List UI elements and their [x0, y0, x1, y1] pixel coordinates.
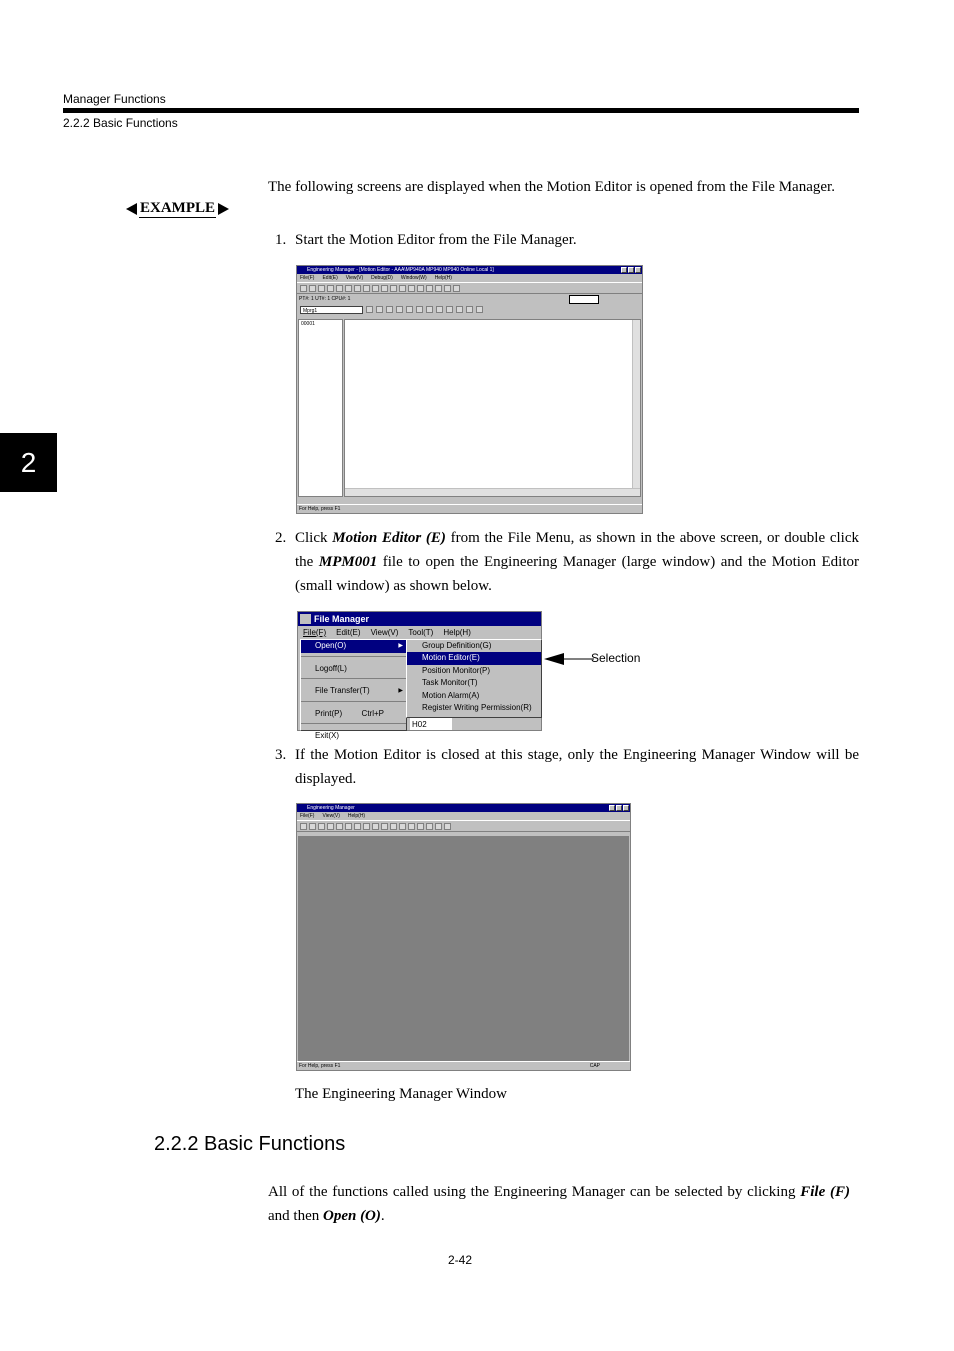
- fm-titlebar: [298, 612, 541, 626]
- submenu-item-register-writing[interactable]: Register Writing Permission(R): [422, 702, 532, 712]
- tool-icon[interactable]: [399, 823, 406, 830]
- tool-icon[interactable]: [426, 823, 433, 830]
- tool-icon[interactable]: [408, 823, 415, 830]
- running-header-section: 2.2.2 Basic Functions: [63, 116, 178, 130]
- window-buttons: [609, 805, 629, 811]
- left-triangle-icon: [126, 203, 137, 215]
- tool-icon[interactable]: [416, 306, 423, 313]
- final-mid: and then: [268, 1208, 323, 1224]
- open-icon[interactable]: [309, 823, 316, 830]
- screen1-title: Engineering Manager - [Motion Editor - AAA\MP940A MP940 MP940 Online Local 1]: [307, 267, 494, 273]
- menu-file[interactable]: File(F): [300, 275, 315, 281]
- tool-icon[interactable]: [372, 823, 379, 830]
- selection-callout: Selection: [591, 651, 641, 665]
- figure-caption: The Engineering Manager Window: [295, 1086, 507, 1102]
- example-text: EXAMPLE: [140, 200, 215, 216]
- tool-icon[interactable]: [376, 306, 383, 313]
- tool-icon[interactable]: [456, 306, 463, 313]
- tool-icon[interactable]: [446, 306, 453, 313]
- vertical-scrollbar[interactable]: [632, 320, 640, 496]
- tool-icon[interactable]: [399, 285, 406, 292]
- menu-item-label: Print(P): [315, 708, 343, 718]
- engineering-manager-screenshot: [296, 803, 631, 1071]
- submenu-item-position-monitor[interactable]: Position Monitor(P): [422, 665, 491, 675]
- menu-item-open[interactable]: [301, 640, 406, 653]
- menu-file[interactable]: File(F): [303, 628, 327, 637]
- menu-view[interactable]: View(V): [345, 275, 364, 281]
- open-icon[interactable]: [309, 285, 316, 292]
- screen1-menubar: [297, 274, 642, 282]
- print-icon[interactable]: [318, 823, 325, 830]
- screen3-statusbar: [297, 1061, 630, 1070]
- help-icon[interactable]: [453, 285, 460, 292]
- menu-separator: [301, 678, 406, 685]
- menu-help[interactable]: Help(H): [434, 275, 452, 281]
- maximize-icon[interactable]: [616, 805, 622, 811]
- screen1-titlebar: [297, 266, 642, 274]
- motion-editor-screenshot: [296, 265, 643, 514]
- tool-icon[interactable]: [406, 306, 413, 313]
- section-heading: 2.2.2 Basic Functions: [154, 1133, 346, 1155]
- save-icon[interactable]: [354, 823, 361, 830]
- pt-label: PT#: 1 UT#: 1 CPU#: 1: [299, 296, 351, 302]
- paste-icon[interactable]: [345, 285, 352, 292]
- submenu-item-motion-editor[interactable]: Motion Editor(E): [407, 652, 541, 664]
- screen3-toolbar: [297, 820, 630, 832]
- step-text: Start the Motion Editor from the File Manager.: [295, 232, 577, 248]
- tool-icon[interactable]: [426, 306, 433, 313]
- menu-file[interactable]: File(F): [300, 813, 315, 819]
- open-submenu: [406, 639, 542, 718]
- menu-help[interactable]: Help(H): [347, 813, 366, 819]
- menu-edit[interactable]: Edit(E): [336, 628, 361, 637]
- fm-menubar: [298, 626, 541, 640]
- screen3-titlebar: [297, 804, 630, 812]
- mpm001-emphasis: MPM001: [318, 554, 378, 570]
- screen1-editor-toolbar: [297, 304, 642, 315]
- menu-tool[interactable]: Tool(T): [408, 628, 434, 637]
- status-text: For Help, press F1: [299, 1063, 341, 1069]
- tool-icon[interactable]: [363, 285, 370, 292]
- final-prefix: All of the functions called using the Engineering Manager can be selected by clicking: [268, 1184, 801, 1200]
- menu-item-file-transfer[interactable]: [301, 685, 406, 698]
- menu-item-label: Open(O): [315, 641, 347, 650]
- copy-icon[interactable]: [336, 285, 343, 292]
- file-menu-dropdown: [300, 639, 407, 740]
- close-icon[interactable]: [635, 267, 641, 273]
- close-icon[interactable]: [623, 805, 629, 811]
- menu-item-exit[interactable]: [301, 730, 406, 743]
- minimize-icon[interactable]: [609, 805, 615, 811]
- final-paragraph: [268, 1180, 850, 1228]
- minimize-icon[interactable]: [621, 267, 627, 273]
- menu-separator: [301, 701, 406, 708]
- tool-icon[interactable]: [372, 285, 379, 292]
- tool-icon[interactable]: [396, 306, 403, 313]
- tool-icon[interactable]: [390, 823, 397, 830]
- screen1-toolbar: [297, 282, 642, 294]
- file-emphasis: File (F): [800, 1184, 850, 1200]
- tool-icon[interactable]: [435, 285, 442, 292]
- step-number: 3.: [275, 747, 287, 763]
- new-icon[interactable]: [300, 285, 307, 292]
- callout-arrow-icon: [544, 652, 594, 666]
- app-icon: [300, 614, 311, 624]
- tool-icon[interactable]: [476, 306, 483, 313]
- menu-separator: [301, 723, 406, 730]
- submenu-item-group-definition[interactable]: Group Definition(G): [422, 641, 492, 650]
- submenu-arrow-icon: ▶: [398, 643, 403, 649]
- help-icon[interactable]: [444, 823, 451, 830]
- menu-item-label: File Transfer(T): [315, 686, 370, 695]
- page-number: 2-42: [448, 1253, 473, 1267]
- save-icon[interactable]: [354, 285, 361, 292]
- step-text: If the Motion Editor is closed at this stage, only the Engineering Manager Window will be displayed.: [295, 747, 859, 787]
- tool-icon[interactable]: [366, 306, 373, 313]
- tool-icon[interactable]: [408, 285, 415, 292]
- step-3: [268, 743, 859, 791]
- screen1-pt-bar: [297, 294, 642, 304]
- step-2-mid: from the File Menu, as shown in the above screen, or double click the: [295, 530, 859, 570]
- program-combo[interactable]: Mprg1: [300, 306, 363, 314]
- menu-shortcut: Ctrl+P: [361, 708, 384, 718]
- print-icon[interactable]: [318, 285, 325, 292]
- tool-icon[interactable]: [390, 285, 397, 292]
- chapter-tab: 2: [0, 433, 57, 492]
- tool-icon[interactable]: [417, 285, 424, 292]
- menu-separator: [301, 656, 406, 663]
- motion-editor-emphasis: Motion Editor (E): [332, 530, 446, 546]
- tool-icon[interactable]: [381, 823, 388, 830]
- cut-icon[interactable]: [327, 823, 334, 830]
- step-text: [295, 526, 859, 598]
- right-triangle-icon: [218, 203, 229, 215]
- intro-paragraph: The following screens are displayed when the Motion Editor is opened from the File Manager.: [268, 179, 835, 195]
- final-suffix: .: [380, 1208, 385, 1224]
- menu-item-logoff[interactable]: [301, 663, 406, 676]
- editor-pane[interactable]: [344, 319, 641, 497]
- tool-icon[interactable]: [444, 285, 451, 292]
- step-2-prefix: Click: [295, 530, 333, 546]
- menu-debug[interactable]: Debug(D): [371, 275, 393, 281]
- step-1: [268, 228, 859, 252]
- tool-icon[interactable]: [426, 285, 433, 292]
- tool-icon[interactable]: [436, 306, 443, 313]
- screen3-title: Engineering Manager: [307, 805, 355, 811]
- cut-icon[interactable]: [327, 285, 334, 292]
- menu-item-label: Exit(X): [315, 731, 339, 740]
- tool-icon[interactable]: [466, 306, 473, 313]
- screen3-menubar: [297, 812, 630, 820]
- run-stop-controls[interactable]: [569, 295, 599, 304]
- tool-icon[interactable]: [381, 285, 388, 292]
- menu-edit[interactable]: Edit(E): [322, 275, 338, 281]
- step-number: 2.: [275, 530, 287, 546]
- list-item[interactable]: 00001: [301, 321, 315, 327]
- step-number: 1.: [275, 232, 287, 248]
- header-rule: [63, 108, 859, 113]
- tool-icon[interactable]: [435, 823, 442, 830]
- menu-item-label: Logoff(L): [315, 663, 347, 673]
- menu-view[interactable]: View(V): [322, 813, 340, 819]
- menu-item-print[interactable]: [301, 708, 406, 721]
- window-buttons: [621, 267, 641, 273]
- menu-help[interactable]: Help(H): [443, 628, 471, 637]
- horizontal-scrollbar[interactable]: [345, 488, 640, 496]
- mdi-client-area[interactable]: [298, 836, 629, 1061]
- tool-icon[interactable]: [363, 823, 370, 830]
- running-header-chapter: Manager Functions: [63, 92, 166, 106]
- fm-title: File Manager: [314, 614, 370, 624]
- paste-icon[interactable]: [345, 823, 352, 830]
- submenu-arrow-icon: ▶: [398, 688, 403, 694]
- screen1-statusbar: For Help, press F1: [297, 504, 642, 513]
- menu-view[interactable]: View(V): [370, 628, 399, 637]
- maximize-icon[interactable]: [628, 267, 634, 273]
- tool-icon[interactable]: [417, 823, 424, 830]
- submenu-item-task-monitor[interactable]: Task Monitor(T): [422, 678, 478, 688]
- new-icon[interactable]: [300, 823, 307, 830]
- status-cap: CAP: [589, 1063, 600, 1069]
- tool-icon[interactable]: [386, 306, 393, 313]
- step-2-suffix: file to open the Engineering Manager (large window) and the Motion Editor (small window) as shown below.: [295, 554, 859, 594]
- program-list-pane[interactable]: [298, 319, 343, 497]
- open-emphasis: Open (O): [322, 1208, 381, 1224]
- copy-icon[interactable]: [336, 823, 343, 830]
- step-2: [268, 526, 859, 598]
- submenu-item-motion-alarm[interactable]: Motion Alarm(A): [422, 690, 480, 700]
- example-label: [126, 200, 229, 218]
- menu-window[interactable]: Window(W): [400, 275, 427, 281]
- behind-item: H02: [410, 718, 452, 731]
